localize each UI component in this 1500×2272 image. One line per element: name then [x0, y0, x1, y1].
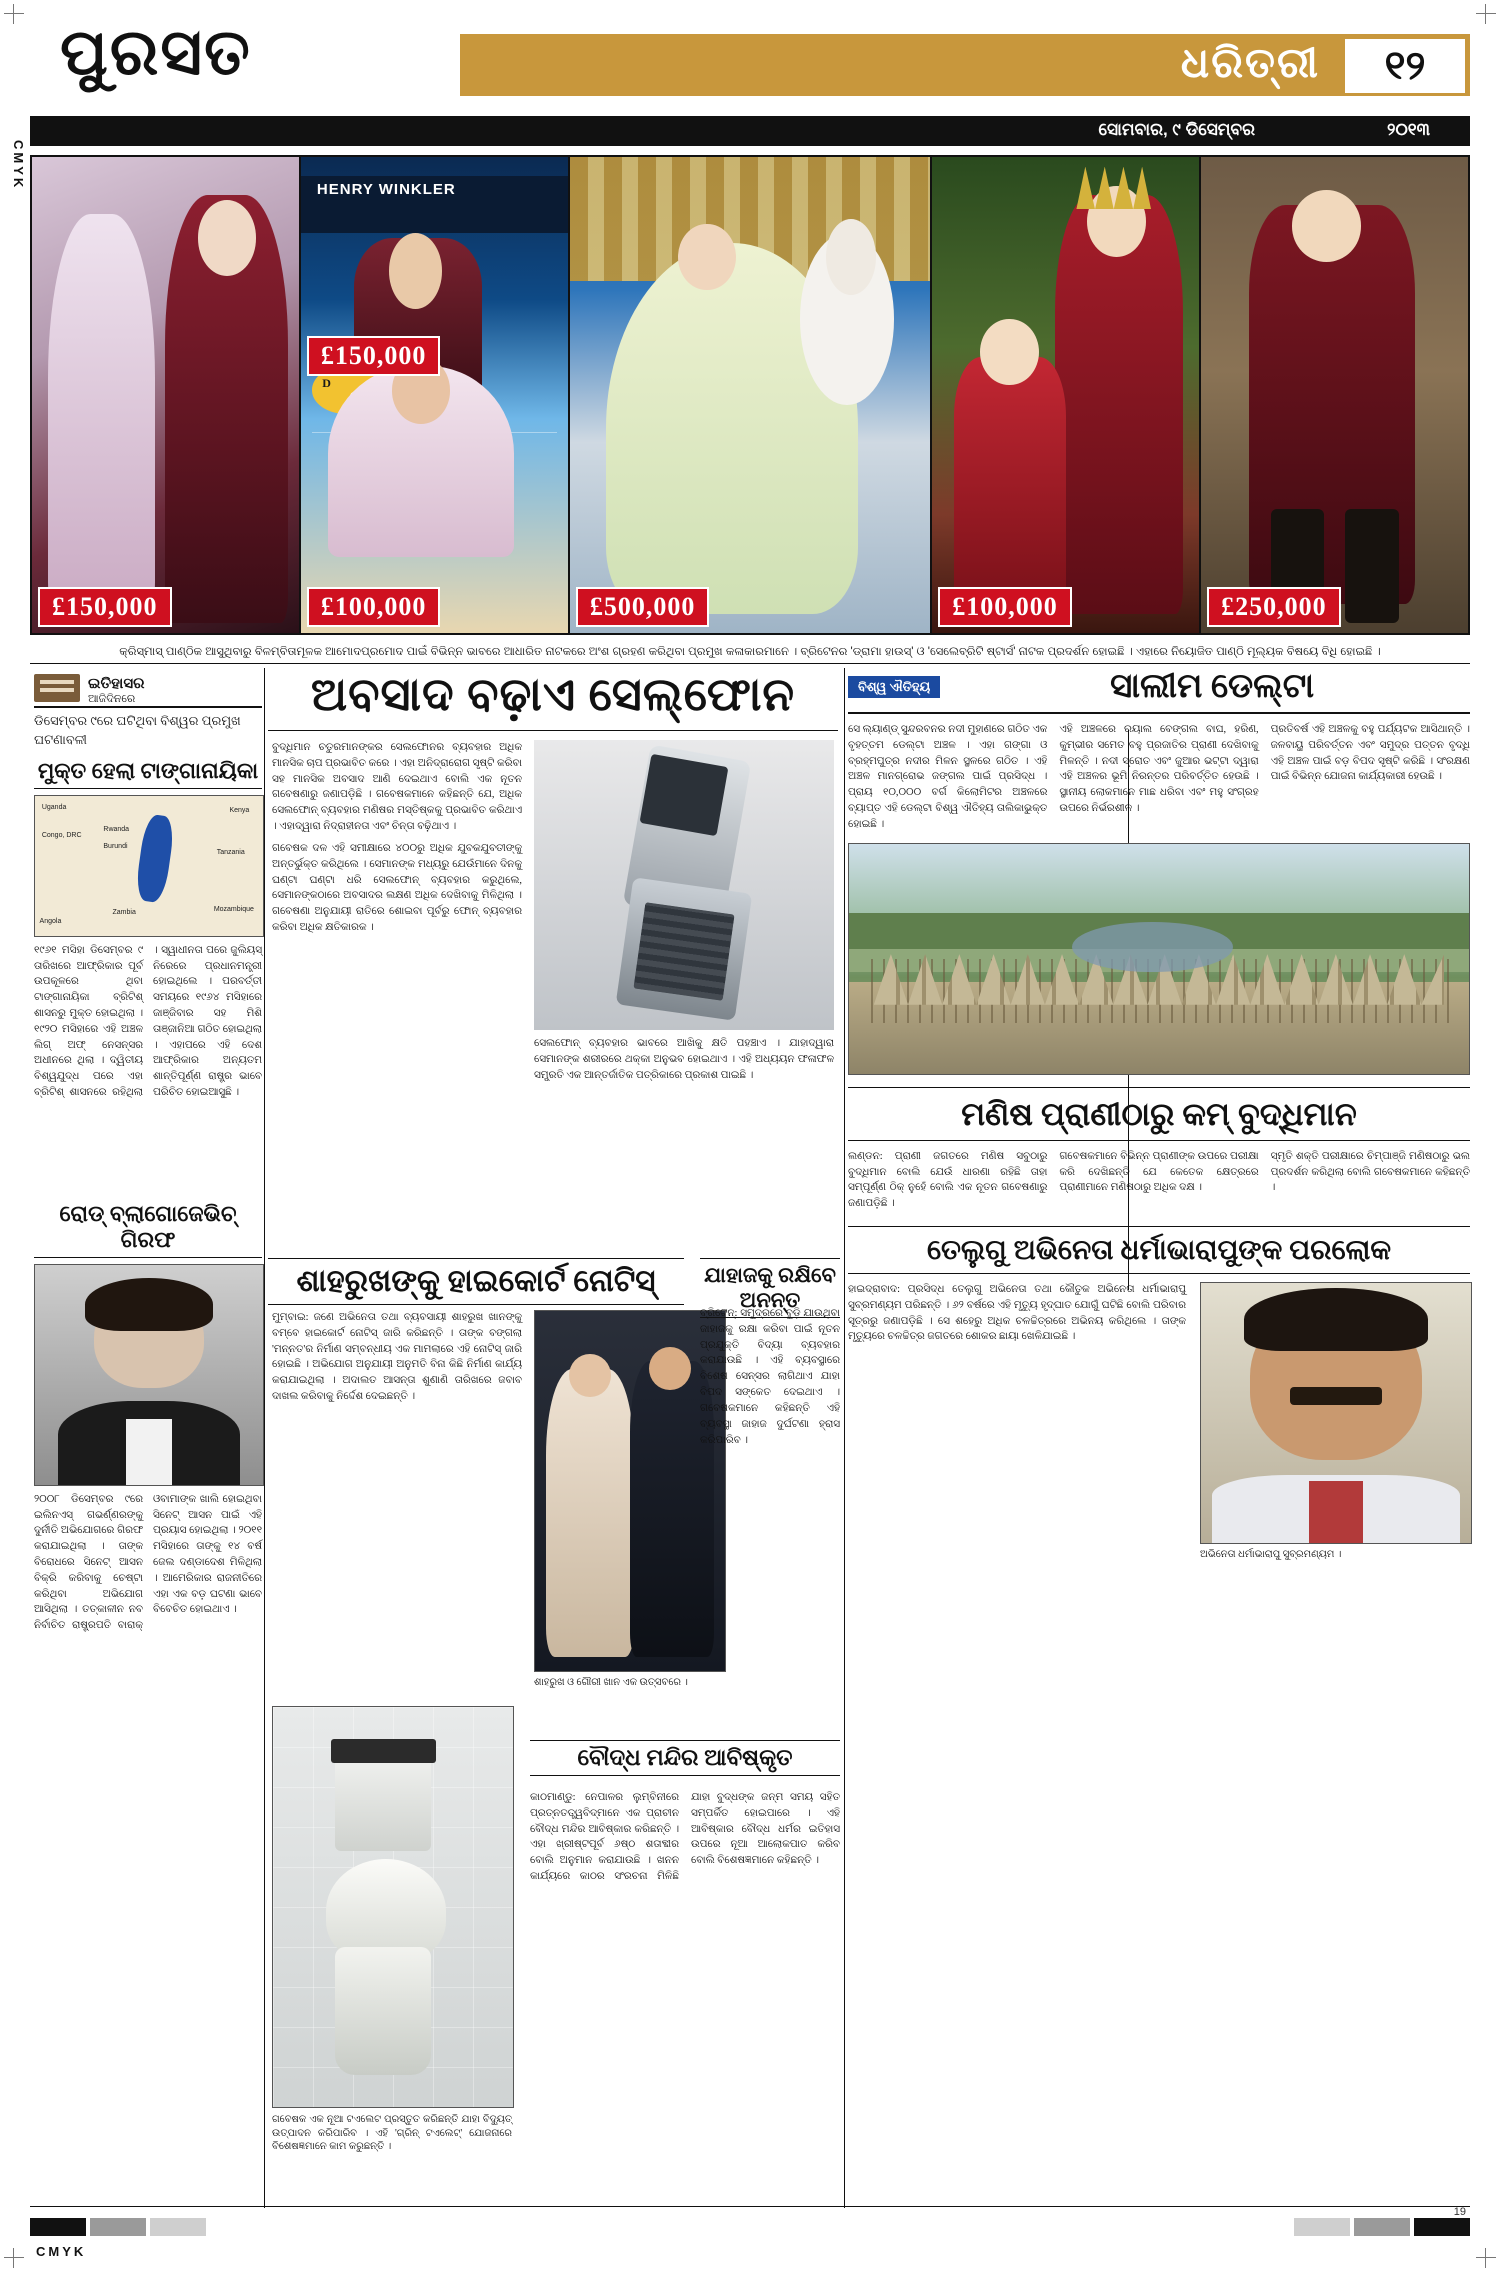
map-label: Mozambique [213, 906, 254, 914]
column-rule-1 [264, 668, 265, 2208]
top-photo-strip [30, 155, 1470, 635]
dateline: ସୋମବାର, ୯ ଡିସେମ୍ବର [1098, 120, 1255, 139]
headline-srk: ଶାହରୁଖଙ୍କୁ ହାଇକୋର୍ଟ ନୋଟିସ୍ [268, 1258, 684, 1305]
year: ୨୦୧୩ [1387, 120, 1430, 139]
price-tag: £500,000 [576, 587, 710, 627]
map-label: Angola [39, 917, 62, 925]
temple-story-body: କାଠମାଣ୍ଡୁ: ନେପାଳର ଲୁମ୍ବିନୀରେ ପ୍ରତ୍ନତତ୍ତ୍ୱବିଦ୍‌ମାନେ ଏକ ପ୍ରାଚୀନ ବୌଦ୍ଧ ମନ୍ଦିର ଆବିଷ୍କାର କରିଛନ୍ତି । ଏହା ଖ୍ରୀଷ୍ଟପୂର୍ବ ୬ଷ୍ଠ ଶତାବ୍ଦୀର ବୋଲି ଅନୁମାନ କରାଯାଉଛି । ଖନନ କାର୍ଯ୍ୟରେ କାଠର ସଂରଚନା ମିଳିଛି ଯାହା ବୁଦ୍ଧଙ୍କ ଜନ୍ମ ସମୟ ସହିତ ସମ୍ପର୍କିତ ହୋଇପାରେ । ଏହି ଆବିଷ୍କାର ବୌଦ୍ଧ ଧର୍ମର ଇତିହାସ ଉପରେ ନୂଆ ଆଲୋକପାତ କରିବ ବୋଲି ବିଶେଷଜ୍ଞମାନେ କହିଛନ୍ତି । [530, 1792, 840, 1883]
actor-story-body: ହାଇଦ୍ରାବାଦ: ପ୍ରସିଦ୍ଧ ତେଲୁଗୁ ଅଭିନେତା ତଥା କୌତୁକ ଅଭିନେତା ଧର୍ମାଭାରାପୁ ସୁବ୍ରମଣ୍ୟମ ପରିଛନ୍ତି । ୬୨ ବର୍ଷରେ ଏହି ମୃତ୍ୟୁ ହୃଦ୍‌ଘାତ ଯୋଗୁଁ ଘଟିଛି ବୋଲି ପରିବାର ସୂତ୍ରରୁ ଜଣାପଡ଼ିଛି । ସେ ଶହେରୁ ଅଧିକ ଚଳଚ୍ଚିତ୍ରରେ ଅଭିନୟ କରିଥିଲେ । ତାଙ୍କ ମୃତ୍ୟୁରେ ଚଳଚ୍ଚିତ୍ର ଜଗତରେ ଶୋକର ଛାୟା ଖେଳିଯାଇଛି । [848, 1283, 1186, 1343]
main-story-col1: ବୁଦ୍ଧିମାନ ଚତୁରମାନଙ୍କର ସେଲଫୋନର ବ୍ୟବହାର ଅଧିକ ମାନସିକ ଚାପ ପ୍ରଭାବିତ କରେ । ଏହା ଅନିଦ୍ରାରୋଗ ସୃଷ୍ଟି କରିବା ସହ ମାନସିକ ଅବସାଦ ଆଣି ଦେଇଥାଏ ବୋଲି ଏକ ନୂତନ ଗବେଷଣାରୁ ଜଣାପଡ଼ିଛି । ଗବେଷକମାନେ କହିଛନ୍ତି ଯେ, ଅଧିକ ସେଲଫୋନ୍ ବ୍ୟବହାର ମଣିଷର ମସ୍ତିଷ୍କକୁ ପ୍ରଭାବିତ କରିଥାଏ । ଏହାଦ୍ୱାରା ନିଦ୍ରାହୀନତା ଏବଂ ଚିନ୍ତା ବଢ଼ିଥାଏ । [272, 742, 522, 833]
crop-mark-tr [1476, 4, 1496, 24]
map-label: Congo, DRC [41, 832, 82, 840]
history-badge-sub: ଆଜିଦିନରେ [88, 693, 136, 705]
telugu-actor-portrait [1200, 1282, 1472, 1544]
reg-swatch-light-2 [1294, 2218, 1350, 2236]
reg-swatch-light [150, 2218, 206, 2236]
photo-label: HENRY WINKLER [316, 180, 456, 198]
toilet-caption: ଗବେଷକ ଏକ ନୂଆ ଟଏଲେଟ ପ୍ରସ୍ତୁତ କରିଛନ୍ତି ଯାହା ବିଦ୍ୟୁତ୍ ଉତ୍ପାଦନ କରିପାରିବ । ଏହି 'ଗ୍ରିନ୍ ଟଏଲେଟ୍' ଯୋଜନାରେ ବିଶେଷଜ୍ଞମାନେ କାମ କରୁଛନ୍ତି । [272, 2114, 512, 2152]
history-lead: ଡିସେମ୍ବର ୯ରେ ଘଟିଥିବା ବିଶ୍ୱର ପ୍ରମୁଖ ଘଟଣାବଳୀ [34, 713, 241, 747]
headline-rule [268, 730, 838, 731]
price-tag: £150,000 [38, 587, 172, 627]
crop-mark-bl [4, 2248, 24, 2268]
africa-map [34, 795, 264, 937]
right-column [848, 668, 1470, 1561]
princess-with-dog-photo [570, 157, 930, 633]
map-label: Burundi [103, 843, 128, 851]
heritage-title: ସାଲୀମ ଡେଲ୍ଟା [1110, 668, 1315, 705]
henry-winkler-peter-pan-photo: HENRY WINKLER D £150,000 £100,000 [301, 157, 568, 633]
newspaper-logo: ପୁରସତ [60, 17, 252, 88]
main-headline: ଅବସାଦ ବଢ଼ାଏ ସେଲ୍‌ଫୋନ [310, 669, 796, 720]
book-icon [34, 674, 80, 702]
pantomime-dame-photo [32, 157, 299, 633]
story-text-blagojevich: ୨୦୦୮ ଡିସେମ୍ବର ୯ରେ ଇଲିନଏସ୍ ଗଭର୍ଣ୍ଣରଙ୍କୁ ଦୁର୍ନୀତି ଅଭିଯୋଗରେ ଗିରଫ କରାଯାଇଥିଲା । ତାଙ୍କ ବିରୋଧରେ ସିନେଟ୍ ଆସନ ବିକ୍ରି କରିବାକୁ ଚେଷ୍ଟା କରିଥିବା ଅଭିଯୋଗ ଆସିଥିଲା । ତତ୍କାଳୀନ ନବ ନିର୍ବାଚିତ ରାଷ୍ଟ୍ରପତି ବାରାକ୍ ଓବାମାଙ୍କ ଖାଲି ହୋଇଥିବା ସିନେଟ୍ ଆସନ ପାଇଁ ଏହି ପ୍ରୟାସ ହୋଇଥିଲା । ୨୦୧୧ ମସିହାରେ ତାଙ୍କୁ ୧୪ ବର୍ଷ ଜେଲ ଦଣ୍ଡାଦେଶ ମିଳିଥିଲା । ଆମେରିକାର ରାଜନୀତିରେ ଏହା ଏକ ବଡ଼ ଘଟଣା ଭାବେ ବିବେଚିତ ହୋଇଥାଏ । [34, 1493, 262, 1632]
reg-swatch-gray [90, 2218, 146, 2236]
price-tag: £100,000 [307, 587, 441, 627]
srk-photo-caption: ଶାହରୁଖ ଓ ଗୌରୀ ଖାନ ଏକ ଉତ୍ସବରେ । [534, 1677, 688, 1688]
headline-blagojevich: ରୋଡ୍ ବ୍ଲାଗୋଜେଭିଚ୍ ଗିରଫ [34, 1201, 262, 1258]
red-queen-photo [932, 157, 1199, 633]
cmyk-mark-left: CMYK [11, 140, 26, 191]
actor-photo-caption: ଅଭିନେତା ଧର୍ମାଭାରାପୁ ସୁବ୍ରମଣ୍ୟମ । [1200, 1548, 1342, 1560]
sundarbans-delta-photo [848, 843, 1470, 1075]
headline-tanganyika: ମୁକ୍ତ ହେଲା ଟାଙ୍ଗାନାୟିକା [34, 758, 262, 789]
srk-story-text [272, 1310, 522, 1405]
map-label: Uganda [41, 804, 67, 812]
main-story-text-left [272, 740, 522, 936]
heritage-col1: ସେ ଲ୍ୟାଣ୍ଡ୍ ସୁନ୍ଦରବନର ନଦୀ ମୁହାଣରେ ଗଠିତ ଏକ ବୃହତ୍ତମ ଡେଲ୍ଟା ଅଞ୍ଚଳ । ଏହା ଗଙ୍ଗା ଓ ବ୍ରହ୍ମପୁତ୍ର ନଦୀର ମିଳନ ସ୍ଥଳରେ ଗଠିତ । ଏହି ଅଞ୍ଚଳ ମାନଗ୍ରୋଭ ଜଙ୍ଗଲ ପାଇଁ ପ୍ରସିଦ୍ଧ । ପ୍ରାୟ ୧୦,୦୦୦ ବର୍ଗ କିଲୋମିଟର ଅଞ୍ଚଳରେ ବ୍ୟାପ୍ତ ଏହି ଡେଲ୍ଟା ବିଶ୍ୱ ଐତିହ୍ୟ ତାଲିକାଭୁକ୍ତ ହୋଇଛି । [848, 724, 1048, 830]
headline-telugu-actor: ତେଲୁଗୁ ଅଭିନେତା ଧର୍ମାଭାରାପୁଙ୍କ ପରଲୋକ [926, 1234, 1392, 1266]
intel-col1: ଲଣ୍ଡନ: ପ୍ରାଣୀ ଜଗତରେ ମଣିଷ ସବୁଠାରୁ ବୁଦ୍ଧିମାନ ବୋଲି ଯେଉଁ ଧାରଣା ରହିଛି ତାହା ସମ୍ପୂର୍ଣ୍ଣ ଠିକ୍ ନୁହେଁ ବୋଲି ଏକ ନୂତନ ଗବେଷଣାରୁ ଜଣାପଡ଼ିଛି । [848, 1150, 1048, 1210]
crop-mark-tl [4, 4, 24, 24]
main-story-col3: ସେଲଫୋନ୍ ବ୍ୟବହାର ଭାବରେ ଆଖିକୁ କ୍ଷତି ପହଞ୍ଚାଏ । ଯାହାଦ୍ୱାରା ସେମାନଙ୍କ ଶରୀରରେ ଥକ୍କା ଅନୁଭବ ହୋଇଥାଏ । ଏହି ଅଧ୍ୟୟନ ଫଳାଫଳ ସମ୍ପ୍ରତି ଏକ ଆନ୍ତର୍ଜାତିକ ପତ୍ରିକାରେ ପ୍ରକାଶ ପାଇଛି । [534, 1038, 834, 1081]
column-rule-2 [844, 668, 845, 2208]
rod-blagojevich-portrait [34, 1264, 264, 1486]
ship-story-body: ବ୍ରିଟେନ୍‌: ସମୁଦ୍ରରେ ବୁଡ଼ି ଯାଉଥିବା ଜାହାଜକୁ ରକ୍ଷା କରିବା ପାଇଁ ନୂତନ ପ୍ରଯୁକ୍ତି ବିଦ୍ୟା ବ୍ୟବହାର କରାଯାଉଛି । ଏହି ବ୍ୟବସ୍ଥାରେ ବିଶେଷ ସେନ୍ସର ଲାଗିଥାଏ ଯାହା ବିପଦ ସଙ୍କେତ ଦେଇଥାଏ । ଗବେଷକମାନେ କହିଛନ୍ତି ଏହି ବ୍ୟବସ୍ଥା ଜାହାଜ ଦୁର୍ଘଟଣା ହ୍ରାସ କରିପାରିବ । [700, 1308, 840, 1446]
cmyk-mark-bottom: CMYK [36, 2244, 87, 2259]
headline-ship: ଯାହାଜକୁ ରକ୍ଷିବେ ଅନନ୍ତ [700, 1258, 840, 1318]
crop-mark-br [1476, 2248, 1496, 2268]
intel-col2: ଗବେଷକମାନେ ବିଭିନ୍ନ ପ୍ରାଣୀଙ୍କ ଉପରେ ପରୀକ୍ଷା କରି ଦେଖିଛନ୍ତି ଯେ କେତେକ କ୍ଷେତ୍ରରେ ପ୍ରାଣୀମାନେ ମଣିଷଠାରୁ ଅଧିକ ଦକ୍ଷ । [1059, 1150, 1259, 1194]
captain-hook-photo [1201, 157, 1468, 633]
price-tag: £250,000 [1207, 587, 1341, 627]
map-label: Zambia [112, 909, 136, 917]
footer-registration-bar [30, 2218, 1470, 2244]
shahrukh-khan-gauri-photo [534, 1310, 726, 1672]
heritage-badge: ବିଶ୍ୱ ଐତିହ୍ୟ [848, 676, 940, 698]
footer-rule [30, 2206, 1470, 2207]
heritage-col3: ପ୍ରତିବର୍ଷ ଏହି ଅଞ୍ଚଳକୁ ବହୁ ପର୍ଯ୍ୟଟକ ଆସିଥାନ୍ତି । ଜଳବାୟୁ ପରିବର୍ତ୍ତନ ଏବଂ ସମୁଦ୍ର ପତ୍ତନ ବୃଦ୍ଧି ଏହି ଅଞ୍ଚଳ ପାଇଁ ବଡ଼ ବିପଦ ସୃଷ୍ଟି କରିଛି । ସଂରକ୍ଷଣ ପାଇଁ ବିଭିନ୍ନ ଯୋଜନା କାର୍ଯ୍ୟକାରୀ ହେଉଛି । [1270, 724, 1470, 783]
srk-photo-block [534, 1310, 724, 1690]
heritage-col2: ଏହି ଅଞ୍ଚଳରେ ରୟାଲ ବେଙ୍ଗଲ ବାଘ, ହରିଣ, କୁମ୍ଭୀର ସମେତ ବହୁ ପ୍ରଜାତିର ପ୍ରାଣୀ ଦେଖିବାକୁ ମିଳନ୍ତି । ନଦୀ ସ୍ରୋତ ଏବଂ ଜୁଆର ଭଟ୍ଟା ଦ୍ୱାରା ଏହି ଅଞ୍ଚଳର ଭୂମି ନିରନ୍ତର ପରିବର୍ତ୍ତିତ ହେଉଛି । ସ୍ଥାନୀୟ ଲୋକମାନେ ମାଛ ଧରିବା ଏବଂ ମହୁ ସଂଗ୍ରହ ଉପରେ ନିର୍ଭରଶୀଳ । [1059, 724, 1259, 815]
reg-swatch-gray-2 [1354, 2218, 1410, 2236]
map-label: Rwanda [103, 826, 130, 834]
intel-col3: ସ୍ମୃତି ଶକ୍ତି ପରୀକ୍ଷାରେ ଚିମ୍ପାଞ୍ଜି ମଣିଷଠାରୁ ଭଲ ପ୍ରଦର୍ଶନ କରିଥିଲା ବୋଲି ଗବେଷକମାନେ କହିଛନ୍ତି । [1270, 1150, 1470, 1194]
price-tag: £100,000 [938, 587, 1072, 627]
headline-temple: ବୌଦ୍ଧ ମନ୍ଦିର ଆବିଷ୍କୃତ [530, 1740, 840, 1776]
srk-story-body: ମୁମ୍ବାଇ: ଜଣେ ଅଭିନେତା ତଥା ବ୍ୟବସାୟୀ ଶାହରୁଖ ଖାନଙ୍କୁ ବମ୍ବେ ହାଇକୋର୍ଟ ନୋଟିସ୍ ଜାରି କରିଛନ୍ତି । ତାଙ୍କ ବଙ୍ଗଲା 'ମନ୍ନତ'ର ନିର୍ମାଣ ସମ୍ବନ୍ଧୀୟ ଏକ ମାମଲାରେ ଏହି ନୋଟିସ୍ ଜାରି ହୋଇଛି । ଅଭିଯୋଗ ଅନୁଯାୟୀ ଅନୁମତି ବିନା କିଛି ନିର୍ମାଣ କାର୍ଯ୍ୟ କରାଯାଇଥିଲା । ଅଦାଲତ ଆସନ୍ତା ଶୁଣାଣି ତାରିଖରେ ଜବାବ ଦାଖଲ କରିବାକୁ ନିର୍ଦ୍ଦେଶ ଦେଇଛନ୍ତି । [272, 1312, 522, 1403]
map-label: Kenya [229, 806, 250, 814]
section-title: ଧରିତ୍ରୀ [1180, 41, 1320, 87]
mobile-phone-photo [534, 740, 834, 1030]
price-tag: £150,000 [307, 336, 441, 376]
toilet-block [272, 1706, 512, 2154]
map-label: Tanzania [216, 848, 245, 856]
page-number-box: ୧୨ [1344, 38, 1466, 94]
photo-strip-caption: କ୍ରିସ୍‌ମାସ୍‌ ପାଣ୍ଠିକ ଆସୁଥିବାରୁ ବିଳମ୍ବିତାମୂଳକ ଆମୋଦପ୍ରମୋଦ ପାଇଁ ବିଭିନ୍ନ ଭାବରେ ଆଧାରିତ ନାଟକରେ ଅଂଶ ଗ୍ରହଣ କରିଥିବା ପ୍ରମୁଖ କଳାକାରମାନେ । ବ୍ରିଟେନର 'ଡ୍ରାମା ହାଉସ୍‌' ଓ 'ସେଲେବ୍ରିଟି ଷ୍ଟାର୍ସ' ନାଟକ ପ୍ରଦର୍ଶନ ହୋଇଛି । ଏହାରେ ନିୟୋଜିତ ପାଣ୍ଠି ମୂଲ୍ୟକ ବିଷୟେ ବିଧି ହୋଇଛି । [30, 641, 1470, 664]
main-story-col2: ଗବେଷକ ଦଳ ଏହି ସମୀକ୍ଷାରେ ୪୦୦ରୁ ଅଧିକ ଯୁବକଯୁବତୀଙ୍କୁ ଅନ୍ତର୍ଭୁକ୍ତ କରିଥିଲେ । ସେମାନଙ୍କ ମଧ୍ୟରୁ ଯେଉଁମାନେ ଦିନକୁ ଘଣ୍ଟା ଘଣ୍ଟା ଧରି ସେଲଫୋନ୍ ବ୍ୟବହାର କରୁଥିଲେ, ସେମାନଙ୍କଠାରେ ଅବସାଦର ଲକ୍ଷଣ ଅଧିକ ଦେଖିବାକୁ ମିଳିଥିଲା । ଗବେଷଣା ଅନୁଯାୟୀ ରାତିରେ ଶୋଇବା ପୂର୍ବରୁ ଫୋନ୍ ବ୍ୟବହାର କରିବା ଅଧିକ କ୍ଷତିକାରକ । [272, 842, 522, 933]
reg-swatch-k [30, 2218, 86, 2236]
footer-page-number: 19 [1453, 2206, 1466, 2218]
left-column [34, 672, 262, 2012]
section-bar [460, 34, 1470, 96]
history-badge [34, 672, 262, 708]
dateline-bar [30, 116, 1470, 146]
masthead [30, 10, 1470, 120]
main-story-right [534, 740, 834, 1083]
toilet-photo [272, 1706, 514, 2108]
story-text-tanganyika: ୧୯୬୧ ମସିହା ଡିସେମ୍ବର ୯ ତାରିଖରେ ଆଫ୍ରିକାର ପୂର୍ବ ଉପକୂଳରେ ଥିବା ଟାଙ୍ଗାନାୟିକା ବ୍ରିଟିଶ୍ ଶାସନରୁ ମୁକ୍ତ ହୋଇଥିଲା । ୧୯୨୦ ମସିହାରେ ଏହି ଅଞ୍ଚଳ ଲିଗ୍ ଅଫ୍ ନେସନ୍ସର ଅଧୀନରେ ଥିଲା । ଦ୍ୱିତୀୟ ବିଶ୍ୱଯୁଦ୍ଧ ପରେ ଏହା ବ୍ରିଟିଶ୍ ଶାସନରେ ରହିଥିଲା । ସ୍ୱାଧୀନତା ପରେ ଜୁଲିୟସ୍ ନିରେରେ ପ୍ରଧାନମନ୍ତ୍ରୀ ହୋଇଥିଲେ । ପରବର୍ତ୍ତୀ ସମୟରେ ୧୯୬୪ ମସିହାରେ ଜାଞ୍ଜିବାର ସହ ମିଶି ତାଞ୍ଜାନିଆ ଗଠିତ ହୋଇଥିଲା । ଏହାପରେ ଏହି ଦେଶ ଆଫ୍ରିକାର ଅନ୍ୟତମ ଶାନ୍ତିପୂର୍ଣ୍ଣ ରାଷ୍ଟ୍ର ଭାବେ ପରିଚିତ ହୋଇଆସୁଛି । [34, 944, 262, 1098]
headline-intelligence: ମଣିଷ ପ୍ରାଣୀଠାରୁ କମ୍ ବୁଦ୍ଧିମାନ [961, 1095, 1357, 1132]
history-badge-title: ଇତିହାସର [88, 676, 145, 692]
reg-swatch-k-2 [1414, 2218, 1470, 2236]
